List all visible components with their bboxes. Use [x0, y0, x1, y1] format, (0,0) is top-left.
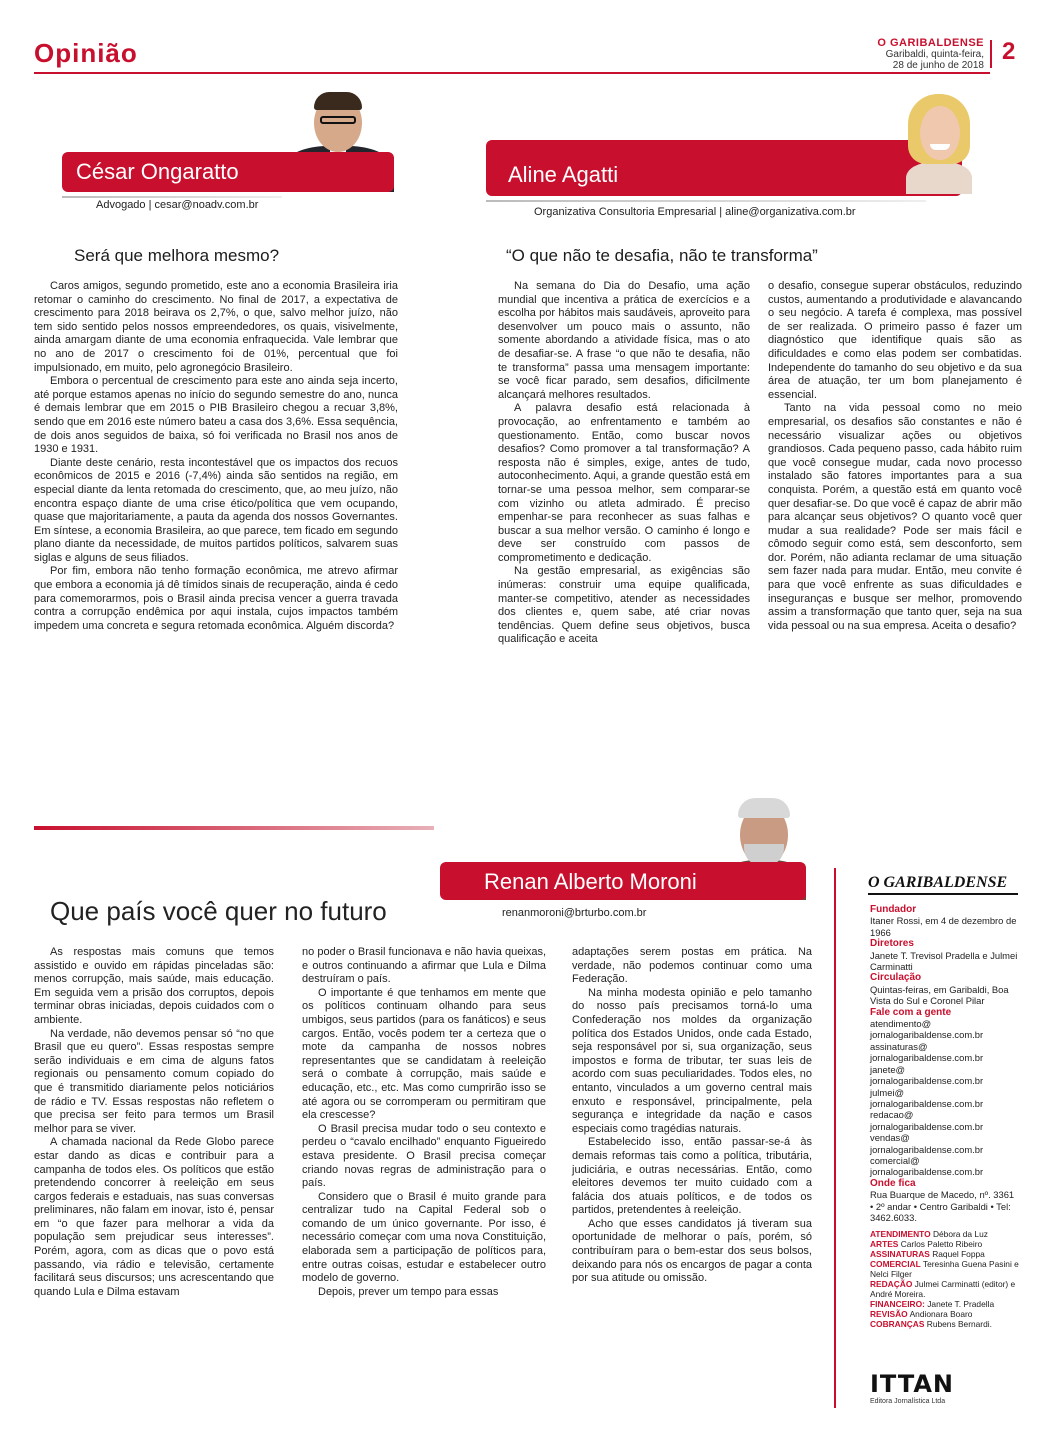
paragraph: Na semana do Dia do Desafio, uma ação mundial que incentiva a prática de exercícios e a escolha por hábitos mais saudáveis, aproveito para desenvolver um pouco mais o assunto, não somente abordando a atividade física, mas o ato de desafiar-se. A frase “o que não te desafia, não te transforma” passa uma mensagem importante: se você ficar parado, sem desafios, dificilmente alcançará melhores resultados. — [498, 280, 750, 401]
columnist-subline: Advogado | cesar@noadv.com.br — [96, 199, 259, 211]
expediente-logo-rule — [868, 893, 1018, 895]
ittan-logo — [870, 1372, 968, 1405]
staff-line: ARTES Carlos Paletto Ribeiro — [870, 1239, 983, 1250]
paragraph: Caros amigos, segundo prometido, este ano a economia Brasileira iria retomar o caminho do crescimento. No final de 2017, a expectativa de crescimento para 2018 beirava os 2,7%, o que, salvo melhor juízo, não tem sido sentido pelos nossos empreendedores, os quais, visivelmente, ainda amargam diante de uma economia enfraquecida. Vale lembrar que no ano de 2017 o crescimento foi de 01%, percentual que foi impulsionado, em muito, pelo agronegócio Brasileiro. — [34, 280, 398, 374]
article-body-bottom-col3 — [572, 946, 812, 1286]
article-headline-left: Será que melhora mesmo? — [74, 246, 280, 265]
columnist-name: César Ongaratto — [76, 159, 239, 184]
columnist-banner-aline — [486, 140, 962, 196]
circulacao-text: Quintas-feiras, em Garibaldi, Boa Vista do Sul e Coronel Pilar — [870, 983, 1009, 1007]
paragraph: Acho que esses candidatos já tiveram sua oportunidade de melhorar o país, porém, só contribuíram para o bem-estar dos seus bolsos, deixando para nós os encargos de pagar a conta por sua atitude ou omissão. — [572, 1217, 812, 1285]
paragraph: Diante deste cenário, resta incontestável que os impactos dos recuos econômicos de 2015 e 2016 (-7,4%) ainda são sentidos na região, em especial diante da lenta retomada do crescimento, que, ao meu juízo, não encontra espaço diante de uma crise ético/política que vem ocupando, quase que majoritariamente, a pauta da agenda dos nossos Governantes. Em síntese, a economia Brasileira, ao que parece, tem ficado em segundo plano diante da necessidade, de muitos partidos políticos, salvarem suas siglas e alguns de seus filiados. — [34, 456, 398, 564]
article-body-bottom-col2 — [302, 946, 546, 1299]
header-divider — [990, 40, 992, 68]
paragraph: O Brasil precisa mudar todo o seu contexto e perdeu o “cavalo encilhado” enquanto Figueiredo estava presidente. O Brasil precisa começar criando novas regras de administração para o país. — [302, 1122, 546, 1190]
columnist-subline: renanmoroni@brturbo.com.br — [502, 907, 647, 919]
date-line-1: Garibaldi, quinta-feira, — [885, 49, 984, 60]
staff-line: REVISÃO Andionara Boaro — [870, 1309, 973, 1320]
email-list — [870, 1018, 1020, 1178]
email-line: redacao@ — [870, 1109, 914, 1121]
article-body-right-col2 — [768, 280, 1022, 633]
email-line: jornalogaribaldense.com.br — [870, 1097, 984, 1109]
section-title: Opinião — [34, 38, 138, 68]
onde-label: Onde fica — [870, 1177, 916, 1189]
banner-underline — [62, 196, 282, 198]
staff-line: ATENDIMENTO Débora da Luz — [870, 1229, 988, 1240]
article-headline-bottom: Que país você quer no futuro — [50, 896, 387, 926]
banner-underline-left — [34, 826, 434, 830]
paragraph: Por fim, embora não tenho formação econômica, me atrevo afirmar que embora a economia já dê tímidos sinais de recuperação, ainda é cedo para comemorarmos, pois o Brasil ainda precisa vencer a guerra travada contra a corrupção endêmica por aqui instala, cujos impactos também impedem uma concreta e segura retomada econômica. Alguém discorda? — [34, 565, 398, 632]
staff-line: COBRANÇAS Rubens Bernardi. — [870, 1319, 992, 1330]
email-line: assinaturas@ — [870, 1040, 928, 1052]
publication-name: O GARIBALDENSE — [877, 37, 984, 49]
fundador-label: Fundador — [870, 904, 917, 915]
email-line: jornalogaribaldense.com.br — [870, 1120, 984, 1132]
paragraph: o desafio, consegue superar obstáculos, reduzindo custos, aumentando a produtividade e alavancando o seu negócio. A tarefa é complexa, mas possível de ser realizada. O primeiro passo é fazer um diagnóstico que identifique quais são as dificuldades e como elas podem ser combatidas. Independente do tamanho do seu objetivo e da sua área de atuação, ter um bom planejamento é essencial. — [768, 280, 1022, 401]
ittan-subtitle: Editora Jornalística Ltda — [870, 1398, 946, 1405]
onde-text: Rua Buarque de Macedo, nº. 3361 • 2º andar • Centro Garibaldi • Tel: 3462.6033. — [870, 1189, 1015, 1223]
masthead-info — [877, 38, 984, 71]
banner-underline — [486, 200, 926, 202]
article-body-right-col1 — [498, 280, 750, 647]
paragraph: As respostas mais comuns que temos assistido e ouvido em rápidas pinceladas são: menos corrupção, mais saúde, mais educação. Em seguida vem a prisão dos corruptos, depois terminar obras iniciadas, depois cuidados com o ambiente. — [34, 946, 274, 1026]
paragraph: O importante é que tenhamos em mente que os políticos continuam olhando para seus umbigos, seus partidos (para os fanáticos) e seus cargos. Então, vocês podem ter a certeza que o mote da campanha de nossos nobres representantes que se candidatam à reeleição será o combate à corrupção, mais saúde e educação, etc., etc. Mas como cumprirão isso se até agora ou se corromperam ou permitiram que ela crescesse? — [302, 986, 546, 1122]
email-line: vendas@ — [870, 1132, 910, 1144]
paragraph: no poder o Brasil funcionava e não havia queixas, e outros continuando a afirmar que Lula e Dilma destruíram o país. — [302, 946, 546, 986]
diretores-label: Diretores — [870, 938, 914, 950]
email-line: janete@ — [870, 1063, 906, 1075]
paragraph: Depois, prever um tempo para essas — [318, 1285, 499, 1298]
paragraph: A chamada nacional da Rede Globo parece estar dando as dicas e contribuir para a campanha de todos eles. Os políticos que estão pretendendo concorrer à reeleição em seus cargos federais e estaduais, nas suas conversas preliminares, não falam em inovar, isto é, pensar em “o que fazer para melhorar a vida da população sem prejudicar seus interesses”. Porém, agora, com as dicas que o povo está passando, via rádio e televisão, certamente facilitará seus discursos; uns acrescentando que quando Lula e Dilma estavam — [34, 1136, 274, 1298]
staff-line: COMERCIAL Teresinha Guena Pasini e Nelci Filger — [870, 1259, 1019, 1280]
header-rule — [34, 72, 990, 74]
staff-line: REDAÇÃO Julmei Carminatti (editor) e André Moreira. — [870, 1279, 1016, 1300]
paragraph: Estabelecido isso, então passar-se-á às demais reformas tais como a política, tributária, judiciária, e outras necessárias. Então, como eleitores devemos ter muito cuidado com a falácia dos atuais políticos, e de todos os partidos, pretendentes à reeleição. — [572, 1136, 812, 1217]
columnist-photo-aline — [898, 88, 976, 194]
expediente-body — [870, 904, 1020, 1329]
email-line: jornalogaribaldense.com.br — [870, 1166, 984, 1178]
email-line: julmei@ — [870, 1086, 905, 1098]
columnist-name: Aline Agatti — [508, 162, 619, 187]
email-line: jornalogaribaldense.com.br — [870, 1143, 984, 1155]
expediente-logo: O GARIBALDENSE — [868, 874, 1008, 891]
paragraph: Na verdade, não devemos pensar só “no que Brasil que eu quero”. Essas respostas sempre serão individuais e em cima de alguns fatos regionais ou pensamento comum copiado do que é transmitido diariamente pelos noticiários de rádio e TV. Essas respostas não refletem o que precisa ser feito para termos um Brasil melhor para se viver. — [34, 1027, 274, 1135]
paragraph: Tanto na vida pessoal como no meio empresarial, os desafios são constantes e não é necessário visualizar ações ou objetivos grandiosos. Cada pequeno passo, cada hábito ruim que você consegue mudar, cada novo processo instalado são fatores importantes para a sua conquista. Porém, a questão está em quanto você quer desafiar-se. Do que você é capaz de abrir mão para alcançar seus objetivos? O quanto você quer mudar a sua realidade? Pode ser mais fácil e cômodo seguir como está, sem desconforto, sem dor. Porém, não adianta reclamar de uma situação sem fazer nada para mudar. Então, meu convite é para que você enfrente as suas dificuldades e inseguranças e busque ser melhor, promovendo assim a transformação que tanto quer, seja na sua vida pessoal ou na sua empresa. Aceita o desafio? — [768, 402, 1022, 632]
diretores-text: Janete T. Trevisol Pradella e Julmei Carminatti — [870, 949, 1018, 973]
staff-line: FINANCEIRO: Janete T. Pradella — [870, 1299, 995, 1310]
fundador-text: Itaner Rossi, em 4 de dezembro de 1966 — [870, 915, 1017, 938]
article-headline-right: “O que não te desafia, não te transforma” — [506, 246, 818, 265]
email-line: jornalogaribaldense.com.br — [870, 1052, 984, 1064]
paragraph: Na minha modesta opinião e pelo tamanho do nosso país precisamos torná-lo uma Confederação nos moldes da organização política dos Estados Unidos, onde cada Estado, seja responsável por si, sua organização, seus impostos e forma de tributar, ter suas leis de acordo com suas peculiaridades. Todos eles, no entanto, vinculados a um governo central mais enxuto e responsável, principalmente, pela segurança e integridade da nação e casos especiais como tragédias naturais. — [572, 986, 812, 1135]
article-body-left — [34, 280, 398, 633]
paragraph: Considero que o Brasil é muito grande para centralizar tudo na Capital Federal sob o comando de um único governante. Por isso, é necessário começar com uma nova Constituição, elaborada sem a participação de políticos para, entre outras coisas, estudar e estabelecer outro modelo de governo. — [302, 1190, 546, 1285]
date-line-2: 28 de junho de 2018 — [892, 60, 984, 71]
staff-line: ASSINATURAS Raquel Foppa — [870, 1249, 985, 1260]
staff-list — [870, 1229, 1020, 1329]
fale-label: Fale com a gente — [870, 1006, 952, 1018]
email-line: comercial@ — [870, 1154, 920, 1166]
page-number: 2 — [1002, 38, 1016, 65]
paragraph: Na gestão empresarial, as exigências são inúmeras: construir uma equipe qualificada, manter-se competitivo, atender as necessidades dos clientes e, quem sabe, até criar novas tendências. Quem define seus objetivos, busca qualificação e aceita — [498, 565, 750, 646]
paragraph: adaptações serem postas em prática. Na verdade, não podemos continuar como uma Federação. — [572, 946, 812, 986]
paragraph: Embora o percentual de crescimento para este ano ainda seja incerto, até porque estamos apenas no início do segundo semestre do ano, nunca é demais lembrar que em 2015 o PIB Brasileiro chegou a recuar 3,8%, sendo que em 2016 este número bateu a casa dos 3,6%. Essa sequência, de dois anos seguidos de baixa, só foi verificada no Brasil nos anos de 1930 e 1931. — [34, 375, 398, 456]
columnist-banner-renan — [440, 862, 806, 900]
columnist-banner-cesar — [62, 152, 394, 192]
article-body-bottom-col1 — [34, 946, 274, 1299]
ittan-wordmark: ITTAN — [870, 1370, 955, 1398]
columnist-subline: Organizativa Consultoria Empresarial | aline@organizativa.com.br — [534, 206, 856, 218]
paragraph: A palavra desafio está relacionada à provocação, ao enfrentamento e também ao questionamento. Então, como buscar novos desafios? Como promover a tal transformação? A resposta não é simples, exige, antes de tudo, autoconhecimento. Aqui, a grande questão está em tornar-se uma pessoa melhor, sem comparar-se com vizinho ou atleta admirado. É preciso empenhar-se para reconhecer as suas falhas e buscar a sua melhor versão. O caminho é longo e deve ser construído com passos de comprometimento e dedicação. — [498, 402, 750, 564]
columnist-name: Renan Alberto Moroni — [484, 869, 697, 894]
email-line: jornalogaribaldense.com.br — [870, 1075, 984, 1087]
circulacao-label: Circulação — [870, 972, 922, 984]
email-line: atendimento@ — [870, 1018, 932, 1030]
email-line: jornalogaribaldense.com.br — [870, 1029, 984, 1041]
